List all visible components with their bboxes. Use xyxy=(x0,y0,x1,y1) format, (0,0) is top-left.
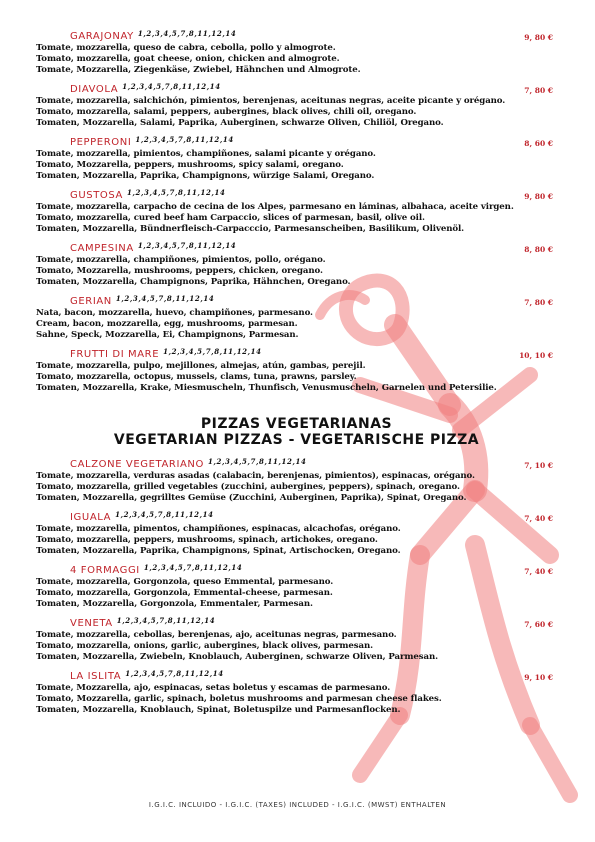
menu-item-price: 7, 60 € xyxy=(524,620,553,629)
allergen-codes: 1,2,3,4,5,7,8,11,12,14 xyxy=(137,29,237,38)
menu-item-name xyxy=(70,512,214,523)
menu-item-header xyxy=(36,615,557,630)
menu-item xyxy=(36,240,557,288)
menu-item-name-text: CAMPESINA xyxy=(70,243,134,254)
menu-item-price: 9, 80 € xyxy=(524,192,553,201)
allergen-codes: 1,2,3,4,5,7,8,11,12,14 xyxy=(125,669,224,678)
menu-item-name-text: LA ISLITA xyxy=(70,671,122,682)
description-line: Tomaten, Mozzarella, Gorgonzola, Emmentaler, Parmesan. xyxy=(36,599,313,609)
menu-item-name xyxy=(70,459,306,470)
menu-item xyxy=(36,28,557,76)
description-line: Tomaten, Mozzarella, Knoblauch, Spinat, Boletuspilze und Parmesanflocken. xyxy=(36,705,401,715)
description-line: Cream, bacon, mozzarella, egg, mushrooms, parmesan. xyxy=(36,319,298,329)
menu-item-description xyxy=(36,361,557,394)
section-title-line-1: PIZZAS VEGETARIANAS xyxy=(200,416,393,432)
menu-item-name xyxy=(70,31,236,42)
menu-item-header xyxy=(36,668,557,683)
menu-item xyxy=(36,615,557,663)
menu-item-header xyxy=(36,346,557,361)
menu-item-name-text: FRUTTI DI MARE xyxy=(70,349,160,360)
description-line: Tomaten, Mozzarella, Paprika, Champignons, würzige Salami, Oregano. xyxy=(36,171,375,181)
menu-item-header xyxy=(36,456,557,471)
menu-item-price: 7, 80 € xyxy=(524,298,553,307)
menu-item xyxy=(36,187,557,235)
allergen-codes: 1,2,3,4,5,7,8,11,12,14 xyxy=(135,135,234,144)
menu-item-name-text: CALZONE VEGETARIANO xyxy=(70,459,204,470)
menu-item-description xyxy=(36,683,557,716)
menu-item-header xyxy=(36,293,557,308)
menu-item-description xyxy=(36,96,557,129)
description-line: Tomaten, Mozzarella, Paprika, Champignons, Spinat, Artischocken, Oregano. xyxy=(36,546,401,556)
menu-item-description xyxy=(36,577,557,610)
menu-item xyxy=(36,346,557,394)
menu-item xyxy=(36,293,557,341)
menu-item-price: 10, 10 € xyxy=(519,351,553,360)
menu-item-price: 8, 60 € xyxy=(524,139,553,148)
allergen-codes: 1,2,3,4,5,7,8,11,12,14 xyxy=(122,82,221,91)
allergen-codes: 1,2,3,4,5,7,8,11,12,14 xyxy=(115,294,215,303)
section-title-line-2: VEGETARIAN PIZZAS - VEGETARISCHE PIZZA xyxy=(113,432,480,448)
description-line: Tomato, mozzarella, goat cheese, onion, chicken and almogrote. xyxy=(36,54,340,64)
menu-item-price: 7, 40 € xyxy=(524,514,553,523)
allergen-codes: 1,2,3,4,5,7,8,11,12,14 xyxy=(137,241,237,250)
menu-item-price: 7, 40 € xyxy=(524,567,553,576)
description-line: Tomate, mozzarella, cebollas, berenjenas, ajo, aceitunas negras, parmesano. xyxy=(36,630,397,640)
vegetarian-section-title xyxy=(36,416,557,448)
menu-item-price: 9, 10 € xyxy=(524,673,553,682)
description-line: Tomato, Mozzarella, garlic, spinach, boletus mushrooms and parmesan cheese flakes. xyxy=(36,694,442,704)
menu-item-name xyxy=(70,243,236,254)
menu-item-price: 8, 80 € xyxy=(524,245,553,254)
menu-item-name-text: IGUALA xyxy=(70,512,112,523)
description-line: Tomaten, Mozzarella, Bündnerfleisch-Carpacccio, Parmesanscheiben, Basilikum, Olivenöl. xyxy=(36,224,465,234)
menu-item-name-text: GUSTOSA xyxy=(70,190,123,201)
description-line: Tomate, mozzarella, pimentos, champiñones, espinacas, alcachofas, orégano. xyxy=(36,524,401,534)
description-line: Tomaten, Mozzarella, gegrilltes Gemüse (Zucchini, Auberginen, Paprika), Spinat, Oregano. xyxy=(36,493,467,503)
description-line: Tomate, mozzarella, Gorgonzola, queso Emmental, parmesano. xyxy=(36,577,334,587)
vegetarian-pizza-list xyxy=(36,456,557,716)
menu-item-description xyxy=(36,255,557,288)
menu-item-description xyxy=(36,471,557,504)
menu-item-description xyxy=(36,630,557,663)
description-line: Tomato, Mozzarella, mushrooms, peppers, chicken, oregano. xyxy=(36,266,323,276)
menu-item-name xyxy=(70,671,224,682)
menu-item-price: 7, 10 € xyxy=(524,461,553,470)
allergen-codes: 1,2,3,4,5,7,8,11,12,14 xyxy=(116,616,216,625)
menu-item-header xyxy=(36,81,557,96)
description-line: Tomate, mozzarella, salchichón, pimientos, berenjenas, aceitunas negras, aceite picante y orégano. xyxy=(36,96,506,106)
description-line: Tomate, mozzarella, verduras asadas (calabacin, berenjenas, pimientos), espinacas, orégano. xyxy=(36,471,475,481)
menu-item-description xyxy=(36,308,557,341)
menu-item-header xyxy=(36,28,557,43)
description-line: Tomato, mozzarella, Gorgonzola, Emmental-cheese, parmesan. xyxy=(36,588,333,598)
menu-item-header xyxy=(36,509,557,524)
description-line: Tomato, mozzarella, salami, peppers, aubergines, black olives, chili oil, oregano. xyxy=(36,107,417,117)
menu-item-description xyxy=(36,524,557,557)
menu-item-name-text: 4 FORMAGGI xyxy=(70,565,140,576)
menu-item-header xyxy=(36,240,557,255)
description-line: Tomate, mozzarella, champiñones, pimientos, pollo, orégano. xyxy=(36,255,326,265)
allergen-codes: 1,2,3,4,5,7,8,11,12,14 xyxy=(143,563,243,572)
description-line: Tomato, mozzarella, peppers, mushrooms, spinach, artichokes, oregano. xyxy=(36,535,378,545)
description-line: Tomaten, Mozzarella, Krake, Miesmuscheln, Thunfisch, Venusmuscheln, Garnelen und Petersilie. xyxy=(36,383,497,393)
menu-item-price: 9, 80 € xyxy=(524,33,553,42)
menu-item-name xyxy=(70,618,215,629)
menu-item-name-text: PEPPERONI xyxy=(70,137,132,148)
menu-item-header xyxy=(36,187,557,202)
allergen-codes: 1,2,3,4,5,7,8,11,12,14 xyxy=(126,188,226,197)
description-line: Tomate, Mozzarella, Ziegenkäse, Zwiebel, Hähnchen und Almogrote. xyxy=(36,65,361,75)
menu-item-name-text: GERIAN xyxy=(70,296,112,307)
allergen-codes: 1,2,3,4,5,7,8,11,12,14 xyxy=(207,457,307,466)
menu-item-price: 7, 80 € xyxy=(524,86,553,95)
description-line: Tomate, mozzarella, pimientos, champiñones, salami picante y orégano. xyxy=(36,149,376,159)
description-line: Tomate, mozzarella, queso de cabra, cebolla, pollo y almogrote. xyxy=(36,43,336,53)
menu-item-description xyxy=(36,149,557,182)
menu-item xyxy=(36,562,557,610)
menu-item-header xyxy=(36,134,557,149)
description-line: Tomato, mozzarella, onions, garlic, aubergines, black olives, parmesan. xyxy=(36,641,374,651)
allergen-codes: 1,2,3,4,5,7,8,11,12,14 xyxy=(115,510,214,519)
menu-item-name xyxy=(70,349,262,360)
menu-item-name xyxy=(70,565,242,576)
menu-item-name-text: GARAJONAY xyxy=(70,31,134,42)
menu-item xyxy=(36,134,557,182)
menu-item-name xyxy=(70,190,225,201)
pizza-list xyxy=(36,28,557,394)
menu-item xyxy=(36,509,557,557)
description-line: Tomato, mozzarella, octopus, mussels, clams, tuna, prawns, parsley. xyxy=(36,372,357,382)
allergen-codes: 1,2,3,4,5,7,8,11,12,14 xyxy=(163,347,262,356)
description-line: Tomaten, Mozzarella, Zwiebeln, Knoblauch, Auberginen, schwarze Oliven, Parmesan. xyxy=(36,652,439,662)
menu-item-description xyxy=(36,43,557,76)
description-line: Tomate, Mozzarella, ajo, espinacas, setas boletus y escamas de parmesano. xyxy=(36,683,391,693)
menu-content xyxy=(36,28,557,721)
description-line: Tomato, mozzarella, cured beef ham Carpaccio, slices of parmesan, basil, olive oil. xyxy=(36,213,425,223)
menu-item xyxy=(36,668,557,716)
description-line: Tomaten, Mozzarella, Salami, Paprika, Auberginen, schwarze Oliven, Chiliöl, Oregano. xyxy=(36,118,444,128)
menu-item-name-text: DIAVOLA xyxy=(70,84,119,95)
description-line: Sahne, Speck, Mozzarella, Ei, Champignons, Parmesan. xyxy=(36,330,299,340)
menu-item-name xyxy=(70,84,221,95)
description-line: Tomato, Mozzarella, peppers, mushrooms, spicy salami, oregano. xyxy=(36,160,344,170)
menu-item xyxy=(36,81,557,129)
menu-item-name xyxy=(70,137,234,148)
menu-item-name xyxy=(70,296,214,307)
description-line: Tomaten, Mozzarella, Champignons, Paprika, Hähnchen, Oregano. xyxy=(36,277,351,287)
description-line: Tomate, mozzarella, carpacho de cecina de los Alpes, parmesano en láminas, albahaca, aceite virgen. xyxy=(36,202,514,212)
description-line: Tomate, mozzarella, pulpo, mejillones, almejas, atún, gambas, perejil. xyxy=(36,361,366,371)
menu-item xyxy=(36,456,557,504)
menu-item-name-text: VENETA xyxy=(70,618,113,629)
tax-footer: I.G.I.C. INCLUIDO - I.G.I.C. (TAXES) INCLUDED - I.G.I.C. (MWST) ENTHALTEN xyxy=(148,801,447,809)
menu-item-header xyxy=(36,562,557,577)
description-line: Nata, bacon, mozzarella, huevo, champiñones, parmesano. xyxy=(36,308,313,318)
description-line: Tomato, mozzarella, grilled vegetables (zucchini, aubergines, peppers), spinach, oregano. xyxy=(36,482,460,492)
menu-item-description xyxy=(36,202,557,235)
